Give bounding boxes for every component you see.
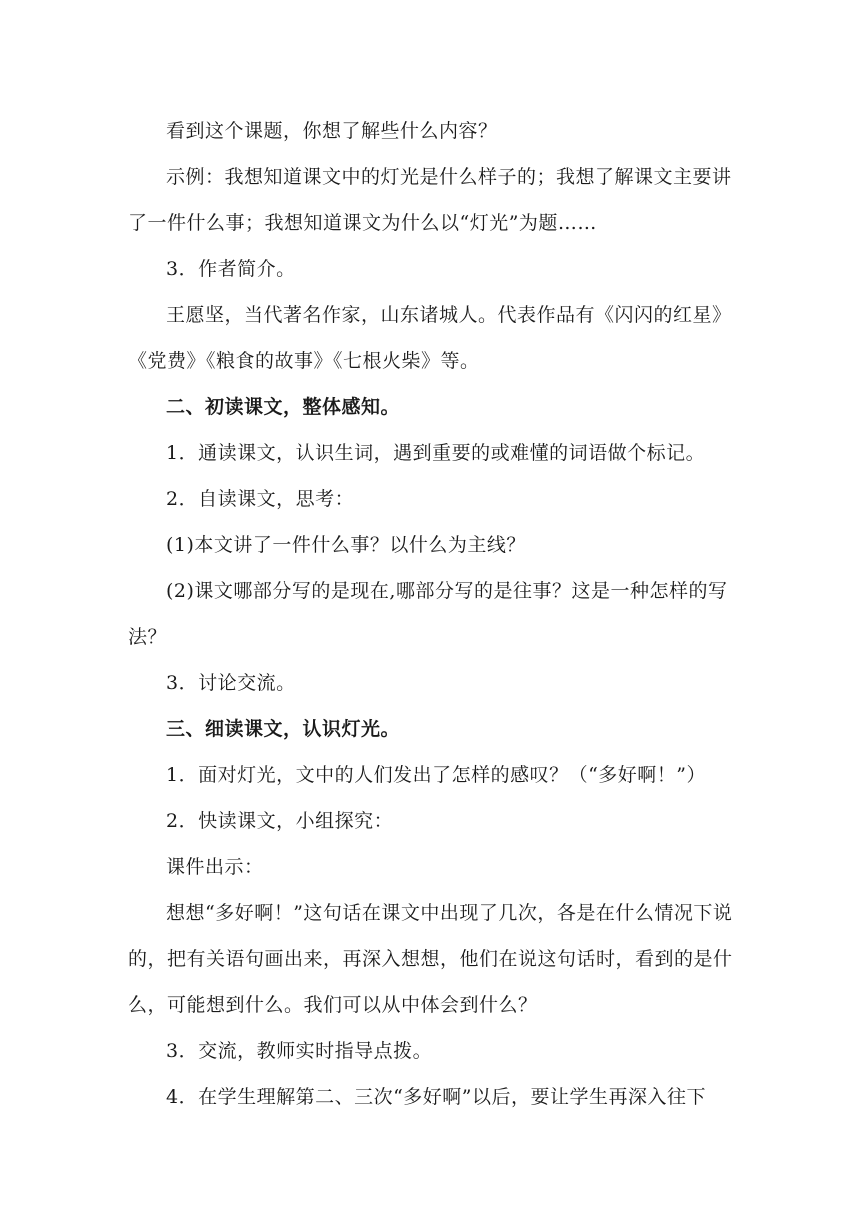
- paragraph-question: 看到这个课题，你想了解些什么内容？: [166, 120, 498, 142]
- paragraph-step-1: 1．通读课文，认识生词，遇到重要的或难懂的词语做个标记。: [166, 442, 706, 464]
- paragraph-close-step-3: 3．交流，教师实时指导点拨。: [166, 1040, 433, 1062]
- paragraph-question-1: (1)本文讲了一件什么事？以什么为主线？: [166, 534, 526, 556]
- document-body: [128, 108, 740, 1120]
- paragraph-author-heading: 3．作者简介。: [166, 258, 296, 280]
- paragraph-question-2: (2)课文哪部分写的是现在,哪部分写的是往事？这是一种怎样的写法？: [128, 580, 728, 648]
- paragraph-courseware-content: 想想“多好啊！”这句话在课文中出现了几次，各是在什么情况下说的，把有关语句画出来，再深入想想，他们在说这句话时，看到的是什么，可能想到什么。我们可以从中体会到什么？: [128, 902, 733, 1016]
- paragraph-close-step-4: 4．在学生理解第二、三次“多好啊”以后，要让学生再深入往下: [166, 1086, 707, 1108]
- paragraph-step-3: 3．讨论交流。: [166, 672, 296, 694]
- paragraph-step-2: 2．自读课文，思考：: [166, 488, 355, 510]
- paragraph-example: 示例：我想知道课文中的灯光是什么样子的；我想了解课文主要讲了一件什么事；我想知道课文为什么以“灯光”为题……: [128, 166, 732, 234]
- paragraph-author-bio: 王愿坚，当代著名作家，山东诸城人。代表作品有《闪闪的红星》《党费》《粮食的故事》《七根火柴》等。: [128, 304, 732, 372]
- paragraph-close-step-1: 1．面对灯光，文中的人们发出了怎样的感叹？（“多好啊！”）: [166, 764, 707, 786]
- paragraph-courseware-label: 课件出示：: [166, 856, 264, 878]
- paragraph-close-step-2: 2．快读课文，小组探究：: [166, 810, 394, 832]
- section-heading-close-reading: 三、细读课文，认识灯光。: [166, 718, 401, 740]
- section-heading-first-reading: 二、初读课文，整体感知。: [166, 396, 401, 418]
